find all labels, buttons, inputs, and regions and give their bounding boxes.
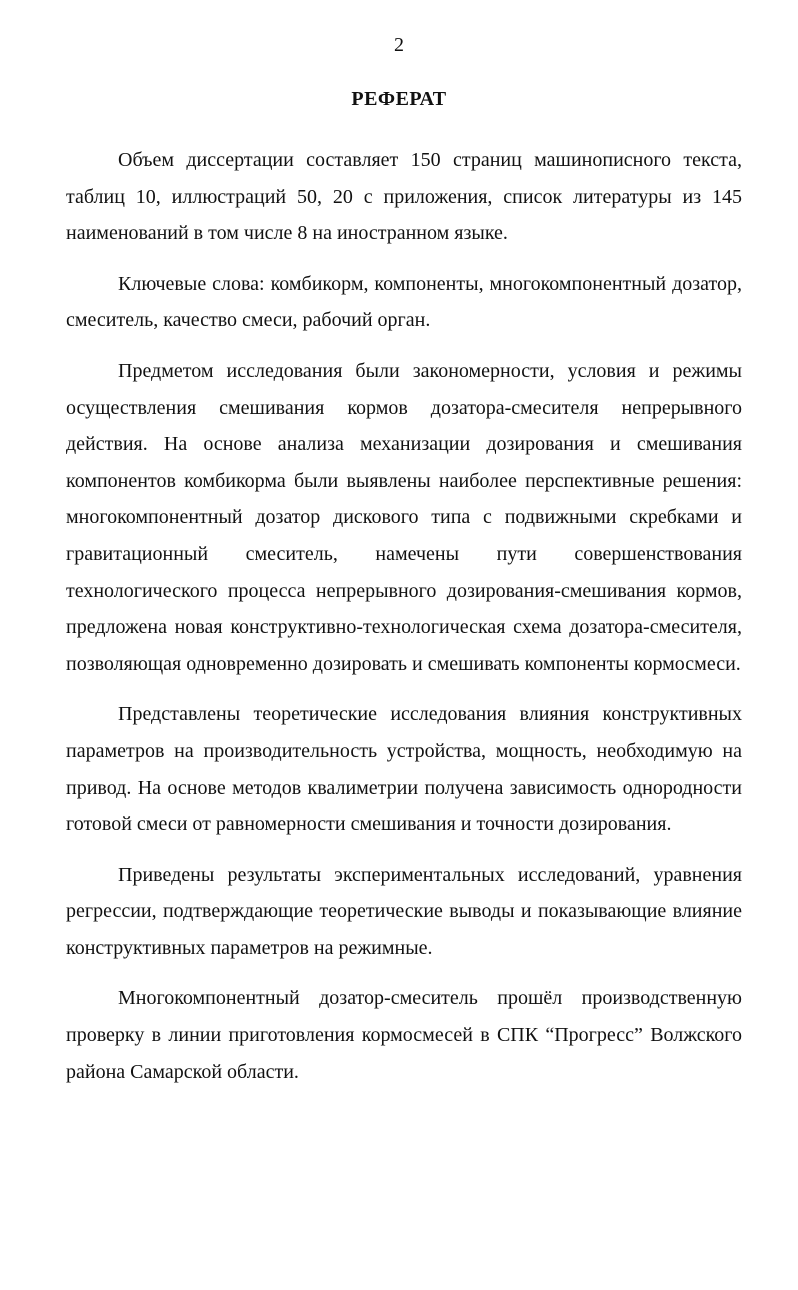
paragraph-keywords: Ключевые слова: комбикорм, компоненты, многокомпонентный дозатор, смеситель, качество смеси, рабочий орган. [66,272,742,332]
paragraph-results: Приведены результаты экспериментальных исследований, уравнения регрессии, подтверждающие теоретические выводы и показывающие влияние конструктивных параметров на режимные. [66,863,742,959]
document-body [66,142,742,1104]
paragraph-subject: Предметом исследования были закономерности, условия и режимы осуществления смешивания кормов дозатора-смесителя непрерывного действия. На основе анализа механизации дозирования и смешивания компонентов комбикорма были выявлены наиболее перспективные решения: многокомпонентный дозатор дискового типа с подвижными скребками и гравитационный смеситель, намечены пути совершенствования технологического процесса непрерывного дозирования-смешивания кормов, предложена новая конструктивно-технологическая схема дозатора-смесителя, позволяющая одновременно дозировать и смешивать компоненты кормосмеси. [66,359,742,675]
page-title: РЕФЕРАТ [351,88,447,110]
paragraph-theory: Представлены теоретические исследования влияния конструктивных параметров на производительность устройства, мощность, необходимую на привод. На основе методов квалиметрии получена зависимость однородности готовой смеси от равномерности смешивания и точности дозирования. [66,703,742,836]
paragraph-volume: Объем диссертации составляет 150 страниц машинописного текста, таблиц 10, иллюстраций 50, 20 с приложения, список литературы из 145 наименований в том числе 8 на иностранном языке. [66,149,742,245]
paragraph-verification: Многокомпонентный дозатор-смеситель прошёл производственную проверку в линии приготовления кормосмесей в СПК “Прогресс” Волжского района Самарской области. [66,987,742,1083]
page-number: 2 [394,34,404,56]
